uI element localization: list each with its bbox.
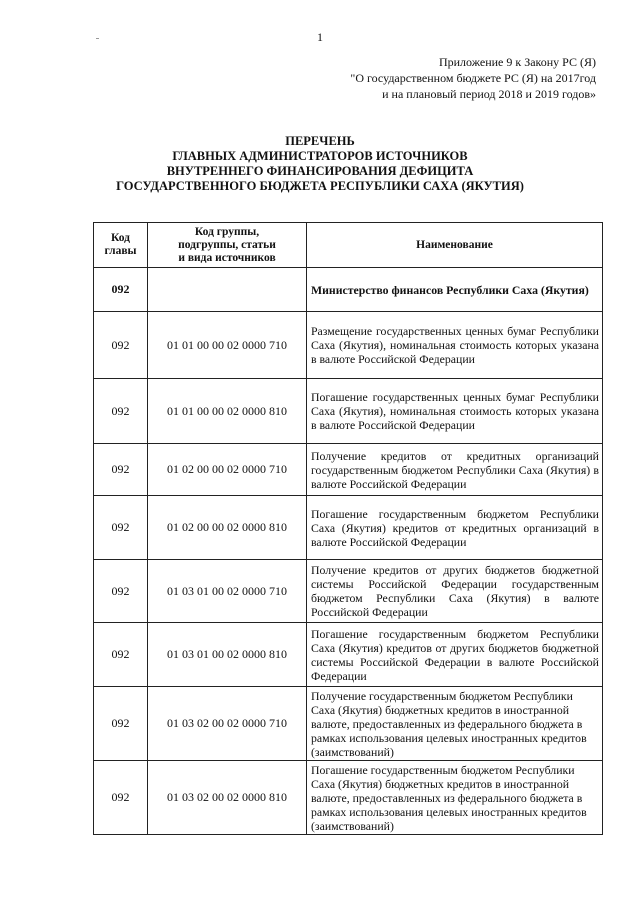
cell-source: 01 03 01 00 02 0000 710 bbox=[148, 560, 307, 623]
appendix-line: и на плановый период 2018 и 2019 годов» bbox=[382, 87, 596, 101]
cell-code: 092 bbox=[94, 560, 148, 623]
table-row bbox=[94, 379, 603, 444]
table-row bbox=[94, 560, 603, 623]
title-line: ВНУТРЕННЕГО ФИНАНСИРОВАНИЯ ДЕФИЦИТА bbox=[166, 164, 474, 178]
header-text: и вида источников bbox=[178, 251, 276, 264]
cell-source: 01 03 02 00 02 0000 710 bbox=[148, 687, 307, 761]
table-header-row bbox=[94, 223, 603, 268]
cell-source: 01 02 00 00 02 0000 710 bbox=[148, 444, 307, 496]
cell-source: 01 02 00 00 02 0000 810 bbox=[148, 496, 307, 560]
cell-name: Получение государственным бюджетом Республики Саха (Якутия) бюджетных кредитов в иностранной валюте, предоставленных из федерального бюджета в рамках использования целевых иностранных кредитов (заимствований) bbox=[307, 687, 603, 761]
table-row bbox=[94, 623, 603, 687]
table-row bbox=[94, 761, 603, 835]
cell-name: Получение кредитов от других бюджетов бюджетной системы Российской Федерации государственным бюджетом Республики Саха (Якутия) в валюте Российской Федерации bbox=[307, 560, 603, 623]
cell-code: 092 bbox=[94, 496, 148, 560]
document-title bbox=[0, 134, 640, 194]
cell-source bbox=[148, 268, 307, 312]
title-line: ГЛАВНЫХ АДМИНИСТРАТОРОВ ИСТОЧНИКОВ bbox=[172, 149, 468, 163]
cell-name: Министерство финансов Республики Саха (Якутия) bbox=[307, 268, 603, 312]
appendix-line: Приложение 9 к Закону РС (Я) bbox=[438, 55, 596, 69]
table-row bbox=[94, 444, 603, 496]
cell-code: 092 bbox=[94, 444, 148, 496]
table-row bbox=[94, 687, 603, 761]
header-code bbox=[94, 223, 148, 268]
appendix-note bbox=[350, 54, 596, 102]
cell-code: 092 bbox=[94, 379, 148, 444]
header-source-code bbox=[148, 223, 307, 268]
table-row bbox=[94, 312, 603, 379]
cell-name: Погашение государственным бюджетом Республики Саха (Якутия) кредитов от других бюджетов бюджетной системы Российской Федерации в валюте Российской Федерации bbox=[307, 623, 603, 687]
cell-code: 092 bbox=[94, 687, 148, 761]
cell-source: 01 01 00 00 02 0000 810 bbox=[148, 379, 307, 444]
scan-mark bbox=[96, 38, 99, 39]
cell-code: 092 bbox=[94, 268, 148, 312]
header-text: главы bbox=[104, 245, 137, 257]
header-text: подгруппы, статьи bbox=[178, 238, 276, 251]
cell-source: 01 01 00 00 02 0000 710 bbox=[148, 312, 307, 379]
cell-name: Размещение государственных ценных бумаг Республики Саха (Якутия), номинальная стоимость которых указана в валюте Российской Федерации bbox=[307, 312, 603, 379]
cell-code: 092 bbox=[94, 761, 148, 835]
cell-code: 092 bbox=[94, 623, 148, 687]
cell-name: Погашение государственным бюджетом Республики Саха (Якутия) кредитов от кредитных организаций в валюте Российской Федерации bbox=[307, 496, 603, 560]
cell-name: Погашение государственных ценных бумаг Республики Саха (Якутия), номинальная стоимость которых указана в валюте Российской Федерации bbox=[307, 379, 603, 444]
cell-name: Получение кредитов от кредитных организаций государственным бюджетом Республики Саха (Якутия) в валюте Российской Федерации bbox=[307, 444, 603, 496]
cell-name: Погашение государственным бюджетом Республики Саха (Якутия) бюджетных кредитов в иностранной валюте, предоставленных из федерального бюджета в рамках использования целевых иностранных кредитов (заимствований) bbox=[307, 761, 603, 835]
table-row bbox=[94, 496, 603, 560]
title-line: ПЕРЕЧЕНЬ bbox=[285, 134, 355, 148]
cell-code: 092 bbox=[94, 312, 148, 379]
header-name: Наименование bbox=[307, 223, 603, 268]
header-text: Код группы, bbox=[194, 225, 260, 238]
header-text: Код bbox=[110, 232, 130, 244]
cell-source: 01 03 01 00 02 0000 810 bbox=[148, 623, 307, 687]
appendix-line: "О государственном бюджете РС (Я) на 2017год bbox=[350, 71, 596, 85]
table-row bbox=[94, 268, 603, 312]
page-number: 1 bbox=[317, 30, 323, 44]
title-line: ГОСУДАРСТВЕННОГО БЮДЖЕТА РЕСПУБЛИКИ САХА (ЯКУТИЯ) bbox=[116, 179, 524, 193]
cell-source: 01 03 02 00 02 0000 810 bbox=[148, 761, 307, 835]
administrators-table bbox=[93, 222, 603, 835]
